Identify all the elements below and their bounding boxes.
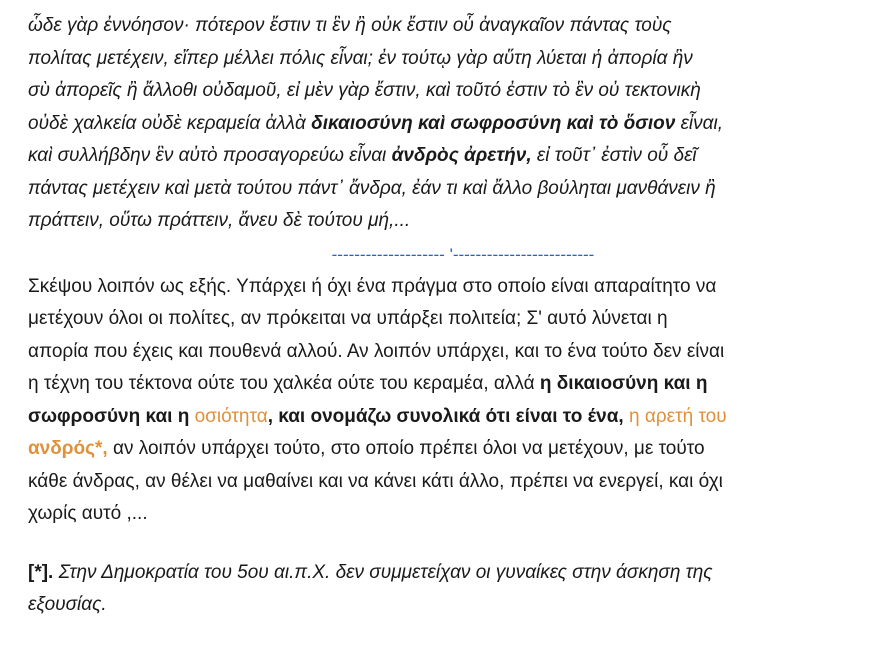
ancient-greek-passage xyxy=(28,10,878,238)
modern-highlight-virtue: η αρετή του xyxy=(628,405,727,427)
modern-bold-naming: , και ονομάζω συνολικά ότι είναι το ένα, xyxy=(267,405,629,427)
greek-line-3: σὺ ἀπορεῖς ἢ ἄλλοθι οὐδαμοῦ, εἰ μὲν γὰρ ἔστιν, καὶ τοῦτό ἐστιν τὸ ἓν οὐ τεκτονικὴ xyxy=(28,80,701,101)
greek-bold-arete: ἀνδρὸς ἀρετήν, xyxy=(391,145,532,166)
greek-bold-virtues: δικαιοσύνη καὶ σωφροσύνη καὶ τὸ ὅσιον xyxy=(311,112,676,134)
modern-line-6 xyxy=(28,433,878,466)
modern-line-7: κάθε άνδρας, αν θέλει να μαθαίνει και να κάνει κάτι άλλο, πρέπει να ενεργεί, και όχι xyxy=(28,470,723,492)
footnote-line-1 xyxy=(28,557,878,590)
greek-line-5 xyxy=(28,140,878,173)
modern-greek-translation xyxy=(28,271,878,531)
greek-line-6: πάντας μετέχειν καὶ μετὰ τούτου πάντ᾽ ἄνδρα, ἐάν τι καὶ ἄλλο βούληται μανθάνειν ἢ xyxy=(28,177,716,199)
modern-line-3: απορία που έχεις και πουθενά αλλού. Αν λοιπόν υπάρχει, και το ένα τούτο δεν είναι xyxy=(28,340,725,362)
modern-bold-temperance: σωφροσύνη και η xyxy=(28,405,195,427)
modern-line-8: χωρίς αυτό ,... xyxy=(28,503,148,524)
modern-line-4 xyxy=(28,368,878,401)
modern-bold-justice: η δικαιοσύνη και η xyxy=(539,373,708,394)
modern-highlight-man: ανδρός*, xyxy=(28,438,108,459)
greek-line-5-text: καὶ συλλήβδην ἓν αὐτὸ προσαγορεύω εἶναι xyxy=(28,145,392,166)
modern-line-1: Σκέψου λοιπόν ως εξής. Υπάρχει ή όχι ένα πράγμα στο οποίο είναι απαραίτητο να xyxy=(28,275,717,297)
greek-line-1: ὧδε γὰρ ἐννόησον· πότερον ἔστιν τι ἓν ἢ οὐκ ἔστιν οὗ ἀναγκαῖον πάντας τοὺς xyxy=(28,15,672,36)
footnote-text: Στην Δημοκρατία του 5ου αι.π.Χ. δεν συμμετείχαν οι γυναίκες στην άσκηση της xyxy=(53,561,713,583)
modern-line-6-text: αν λοιπόν υπάρχει τούτο, στο οποίο πρέπει όλοι να μετέχουν, με τούτο xyxy=(107,438,705,459)
greek-line-2: πολίτας μετέχειν, εἴπερ μέλλει πόλις εἶναι; ἐν τούτῳ γὰρ αὕτη λύεται ἡ ἀπορία ἣν xyxy=(28,47,693,69)
document-page xyxy=(28,10,878,622)
spacer xyxy=(28,531,878,557)
greek-line-7: πράττειν, οὕτω πράττειν, ἄνευ δὲ τούτου μή,... xyxy=(28,210,411,231)
footnote-mark: [*]. xyxy=(28,561,54,583)
modern-highlight-piety: οσιότητα xyxy=(194,405,268,427)
greek-line-5-end: εἰ τοῦτ᾽ ἐστὶν οὗ δεῖ xyxy=(531,145,697,166)
section-separator: -------------------- '------------------------- xyxy=(331,244,595,264)
footnote-line-2: εξουσίας. xyxy=(28,594,107,615)
modern-line-5 xyxy=(28,401,878,434)
greek-line-4 xyxy=(28,108,878,141)
greek-line-4-end: εἶναι, xyxy=(675,112,723,134)
modern-line-4-text: η τέχνη του τέκτονα ούτε του χαλκέα ούτε του κεραμέα, αλλά xyxy=(28,373,540,394)
greek-line-4-text: οὐδὲ χαλκεία οὐδὲ κεραμεία ἀλλὰ xyxy=(28,112,312,134)
footnote xyxy=(28,557,878,622)
modern-line-2: μετέχουν όλοι οι πολίτες, αν πρόκειται να υπάρξει πολιτεία; Σ' αυτό λύνεται η xyxy=(28,308,668,329)
